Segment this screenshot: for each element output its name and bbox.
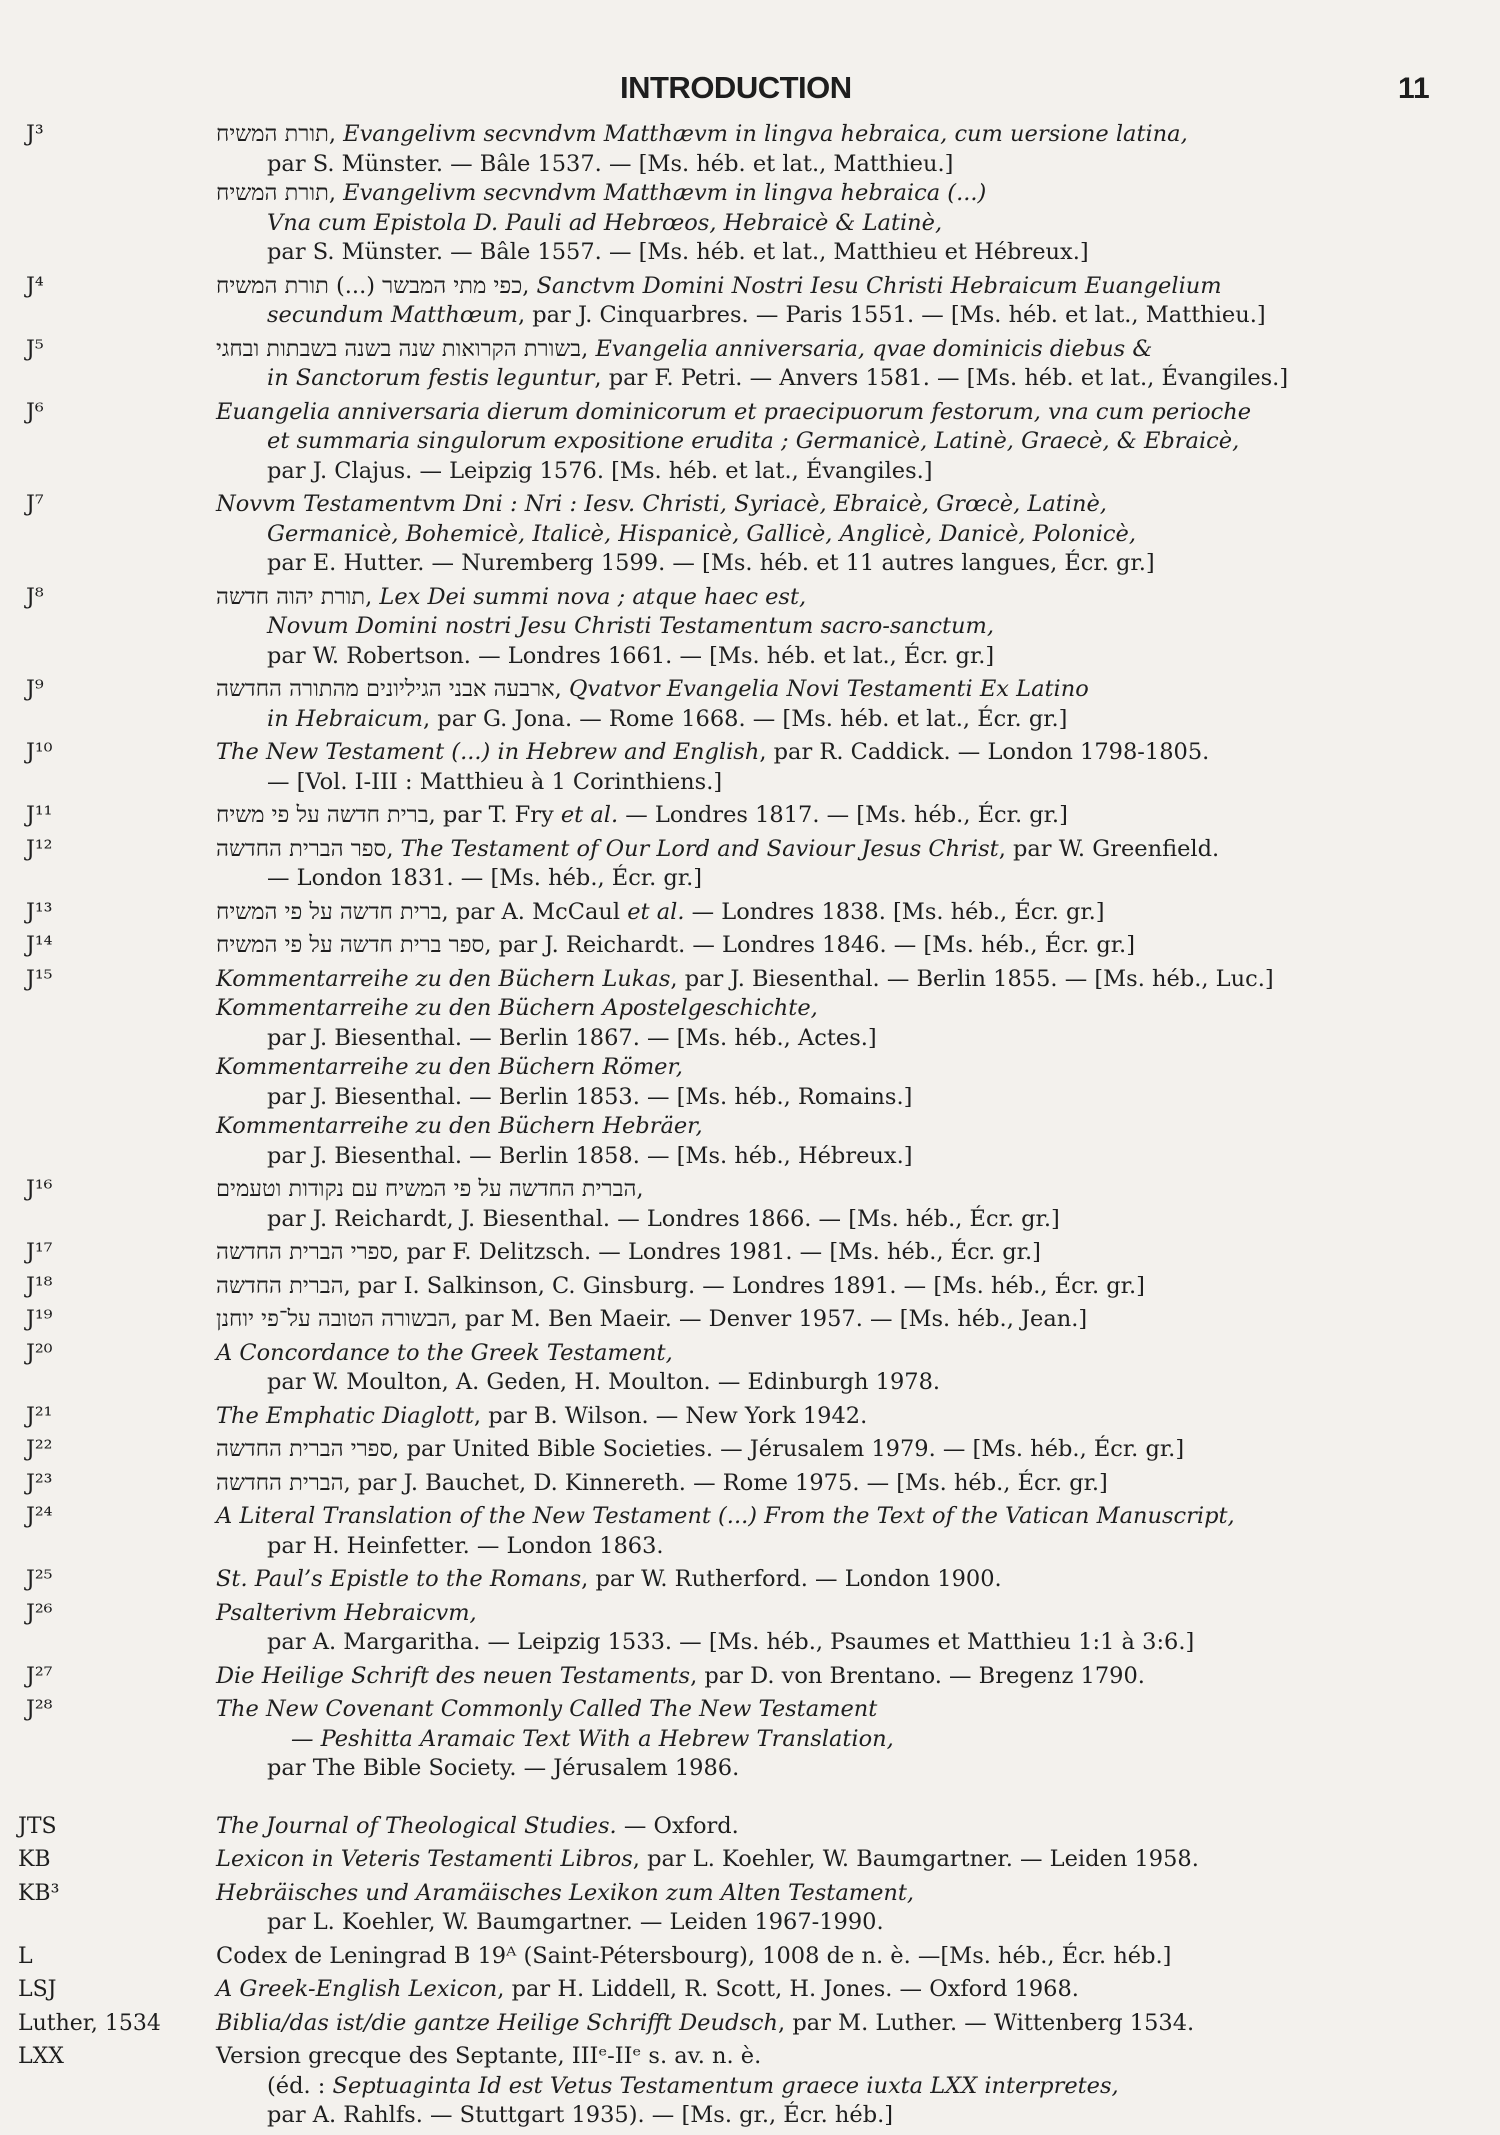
italic-title: secundum Matthœum — [267, 302, 518, 328]
italic-title: Kommentarreihe zu den Büchern Lukas — [216, 965, 671, 992]
entry-line — [216, 1024, 1366, 1054]
italic-title: The Journal of Theological Studies. — [216, 1812, 617, 1839]
italic-title: Hebräisches und Aramäisches Lexikon zum Alten Testament, — [216, 1879, 915, 1906]
entry-line — [216, 642, 1366, 672]
italic-title: Lexicon in Veteris Testamenti Libros — [216, 1846, 633, 1872]
italic-title: Euangelia anniversaria dierum dominicorum et praecipuorum festorum, vna cum perioche — [216, 398, 1252, 425]
entry-text: , par F. Petri. — Anvers 1581. — [Ms. héb. et lat., Évangiles.] — [594, 365, 1289, 391]
entry-text: par S. Münster. — Bâle 1537. — [Ms. héb. et lat., Matthieu.] — [267, 150, 954, 177]
entry-line — [216, 864, 1366, 894]
bibliography-entry — [0, 398, 1500, 487]
entry-line — [216, 272, 1366, 302]
entry-siglum: J¹² — [26, 836, 53, 862]
entry-line — [216, 1908, 1366, 1938]
entry-text: par H. Heinfetter. — London 1863. — [267, 1532, 664, 1559]
entry-siglum: J²⁶ — [26, 1600, 53, 1626]
entry-line — [216, 179, 1366, 209]
entry-text: , — [365, 583, 380, 610]
hebrew-title: הברית החדשה על פי המשיח עם נקודות וטעמים — [216, 1176, 637, 1202]
entry-siglum: J³ — [26, 122, 44, 147]
hebrew-title: ספר הברית החדשה — [216, 835, 387, 862]
italic-title: Die Heilige Schrift des neuen Testaments — [216, 1662, 691, 1689]
entry-line — [216, 1532, 1366, 1562]
italic-title: in Hebraicum — [267, 705, 423, 732]
entry-text: , — [328, 121, 344, 147]
entry-text: , par M. Ben Maeir. — Denver 1957. — [Ms. héb., Jean.] — [450, 1306, 1088, 1332]
entry-siglum: J²⁸ — [26, 1697, 53, 1722]
entry-line — [216, 490, 1366, 520]
entry-text: , par J. Cinquarbres. — Paris 1551. — [Ms. héb. et lat., Matthieu.] — [517, 302, 1266, 328]
entry-line — [216, 1339, 1366, 1369]
bibliography-entry — [0, 1695, 1500, 1784]
bibliography-entry — [0, 335, 1500, 394]
entry-line — [216, 1565, 1366, 1595]
entry-line — [216, 364, 1366, 394]
entry-siglum: J⁷ — [26, 492, 44, 517]
entry-siglum: J¹⁰ — [26, 740, 53, 765]
entry-siglum: J²² — [26, 1437, 53, 1462]
hebrew-title: תורת המשיח — [216, 180, 329, 206]
entry-text: , par J. Biesenthal. — Berlin 1855. — [Ms. héb., Luc.] — [670, 965, 1274, 992]
bibliography-entry — [0, 490, 1500, 579]
entry-text: — London 1831. — [Ms. héb., Écr. gr.] — [267, 865, 703, 891]
entry-line — [216, 1083, 1366, 1113]
bibliography-entry — [0, 1845, 1500, 1875]
entry-text: , — [328, 180, 344, 206]
hebrew-title: בשורת הקרואות שנה בשנה בשבתות ובחגי — [216, 335, 582, 362]
entry-siglum: J¹⁴ — [26, 933, 53, 958]
entry-line — [216, 1435, 1366, 1465]
entry-line — [216, 931, 1366, 961]
entry-siglum: KB³ — [18, 1880, 60, 1906]
entry-line — [216, 994, 1366, 1024]
entry-text: , par D. von Brentano. — Bregenz 1790. — [690, 1662, 1145, 1689]
entry-text: , par B. Wilson. — New York 1942. — [473, 1402, 868, 1429]
entry-line — [216, 1368, 1366, 1398]
bibliography-entry — [0, 272, 1500, 331]
entry-text: (éd. : — [267, 2072, 333, 2099]
italic-title: Kommentarreihe zu den Büchern Römer, — [216, 1054, 683, 1080]
entry-text: par S. Münster. — Bâle 1557. — [Ms. héb. et lat., Matthieu et Hébreux.] — [267, 239, 1089, 265]
bibliography-entry — [0, 1175, 1500, 1234]
entry-line — [216, 2009, 1366, 2039]
entry-line — [216, 2101, 1366, 2131]
entry-line — [216, 583, 1366, 613]
entry-text: — Londres 1817. — [Ms. héb., Écr. gr.] — [618, 802, 1068, 828]
entry-siglum: J¹⁸ — [26, 1273, 53, 1299]
entry-line — [216, 1845, 1366, 1875]
entry-siglum: J¹⁵ — [26, 966, 53, 992]
entry-line — [216, 675, 1366, 705]
entry-text: , par A. McCaul — [441, 898, 628, 925]
italic-title: Kommentarreihe zu den Büchern Hebräer, — [216, 1113, 703, 1139]
entry-text: , — [554, 676, 569, 702]
entry-text: par W. Moulton, A. Geden, H. Moulton. — Edinburgh 1978. — [267, 1369, 941, 1395]
entry-line — [216, 1238, 1366, 1268]
entry-line — [216, 1695, 1366, 1725]
entry-text: , par W. Greenfield. — [998, 835, 1220, 862]
hebrew-title: הבשורה הטובה על־פי יוחנן — [216, 1306, 451, 1332]
entry-text: , par H. Liddell, R. Scott, H. Jones. — Oxford 1968. — [497, 1976, 1079, 2002]
hebrew-title: תורת המשיח — [216, 121, 329, 147]
entry-siglum: J⁹ — [26, 677, 44, 702]
entry-line — [216, 549, 1366, 579]
entry-text: par A. Margaritha. — Leipzig 1533. — [Ms. héb., Psaumes et Matthieu 1:1 à 3:6.] — [267, 1629, 1195, 1655]
italic-title: Septuaginta Id est Vetus Testamentum graece iuxta LXX interpretes, — [332, 2072, 1119, 2099]
bibliography-entry — [0, 1879, 1500, 1938]
italic-title: Psalterivm Hebraicvm, — [216, 1599, 477, 1626]
entry-text: par J. Reichardt, J. Biesenthal. — Londres 1866. — [Ms. héb., Écr. gr.] — [267, 1205, 1060, 1232]
italic-title: Kommentarreihe zu den Büchern Apostelgeschichte, — [216, 995, 818, 1021]
entry-text: — Londres 1838. [Ms. héb., Écr. gr.] — [684, 898, 1105, 925]
entry-line — [216, 1599, 1366, 1629]
entry-text: , — [522, 272, 537, 299]
italic-title: A Concordance to the Greek Testament, — [216, 1339, 673, 1366]
italic-title: Novvm Testamentvm Dni : Nri : Iesv. Christi, Syriacè, Ebraicè, Grœcè, Latinè, — [216, 491, 1107, 517]
italic-title: The Testament of Our Lord and Saviour Jesus Christ — [400, 835, 999, 862]
entry-text: — [Vol. I-III : Matthieu à 1 Corinthiens.] — [267, 768, 723, 795]
entry-line — [216, 1402, 1366, 1432]
entry-siglum: J¹¹ — [26, 803, 53, 828]
entry-text: , par T. Fry — [428, 802, 561, 828]
italic-title: et summaria singulorum expositione erudita ; Germanicè, Latinè, Graecè, & Ebraicè, — [267, 428, 1240, 454]
entry-siglum: J²⁰ — [26, 1340, 53, 1366]
entry-line — [216, 209, 1366, 239]
entry-text: par J. Biesenthal. — Berlin 1858. — [Ms. héb., Hébreux.] — [267, 1142, 913, 1169]
italic-title: et al. — [560, 802, 619, 828]
bibliography-entry — [0, 675, 1500, 734]
entry-line — [216, 1205, 1366, 1235]
entry-siglum: J¹⁷ — [26, 1240, 53, 1265]
italic-title: The New Covenant Commonly Called The New Testament — [216, 1696, 878, 1722]
italic-title: Qvatvor Evangelia Novi Testamenti Ex Latino — [568, 676, 1089, 702]
italic-title: The New Testament (...) in Hebrew and English — [216, 739, 760, 765]
entry-siglum: Luther, 1534 — [18, 2010, 161, 2036]
entry-siglum: J⁶ — [26, 399, 44, 425]
hebrew-title: ספרי הברית החדשה — [216, 1436, 393, 1462]
entry-line — [216, 768, 1366, 798]
entry-line — [216, 2042, 1366, 2072]
italic-title: Evangelivm secvndvm Matthævm in lingva hebraica, cum uersione latina, — [343, 121, 1188, 147]
entry-text: , par L. Koehler, W. Baumgartner. — Leiden 1958. — [632, 1846, 1199, 1872]
italic-title: — Peshitta Aramaic Text With a Hebrew Translation, — [291, 1725, 894, 1752]
entry-text: par W. Robertson. — Londres 1661. — [Ms. héb. et lat., Écr. gr.] — [267, 642, 995, 669]
entry-line — [216, 335, 1366, 365]
bibliography-entry — [0, 120, 1500, 268]
italic-title: A Greek-English Lexicon — [216, 1976, 498, 2002]
italic-title: Evangelivm secvndvm Matthævm in lingva hebraica (...) — [343, 180, 987, 206]
italic-title: A Literal Translation of the New Testament (...) From the Text of the Vatican Manuscript, — [216, 1503, 1235, 1529]
entry-siglum: J¹³ — [26, 899, 53, 925]
entry-line — [216, 1812, 1366, 1842]
italic-title: Novum Domini nostri Jesu Christi Testamentum sacro-sanctum, — [267, 613, 995, 639]
entry-line — [216, 1725, 1366, 1755]
entry-text: , par M. Luther. — Wittenberg 1534. — [778, 2009, 1195, 2036]
entry-line — [216, 1502, 1366, 1532]
entry-siglum: J¹⁹ — [26, 1307, 53, 1332]
entry-line — [216, 705, 1366, 735]
entry-line — [216, 1879, 1366, 1909]
bibliography-entry — [0, 1469, 1500, 1499]
entry-line — [216, 1305, 1366, 1335]
entry-text: Version grecque des Septante, IIIᵉ-IIᵉ s. av. n. è. — [216, 2043, 762, 2069]
entry-text: , par R. Caddick. — London 1798-1805. — [759, 739, 1210, 765]
entry-line — [216, 1469, 1366, 1499]
bibliography-entry — [0, 1812, 1500, 1842]
entry-text: , par W. Rutherford. — London 1900. — [581, 1566, 1002, 1592]
entry-line — [216, 965, 1366, 995]
entry-line — [216, 1942, 1366, 1972]
entry-text: par J. Biesenthal. — Berlin 1867. — [Ms. héb., Actes.] — [267, 1024, 877, 1051]
entry-text: , par United Bible Societies. — Jérusalem 1979. — [Ms. héb., Écr. gr.] — [392, 1436, 1185, 1462]
entry-siglum: J²¹ — [26, 1403, 53, 1429]
hebrew-title: הברית החדשה — [216, 1469, 344, 1496]
entry-text: , — [581, 335, 596, 362]
hebrew-title: הברית החדשה — [216, 1272, 344, 1299]
entry-line — [216, 1754, 1366, 1784]
italic-title: Lex Dei summi nova ; atque haec est, — [379, 583, 807, 610]
entry-line — [216, 1175, 1366, 1205]
entry-line — [216, 1053, 1366, 1083]
entry-line — [216, 801, 1366, 831]
entry-siglum: LXX — [18, 2044, 64, 2069]
bibliography-entry — [0, 2009, 1500, 2039]
italic-title: Biblia/das ist/die gantze Heilige Schrifft Deudsch — [216, 2009, 779, 2036]
entry-siglum: J⁸ — [26, 584, 44, 610]
hebrew-title: ספרי הברית החדשה — [216, 1239, 393, 1265]
bibliography-entry — [0, 1599, 1500, 1658]
entry-siglum: J⁵ — [26, 336, 44, 362]
entry-line — [216, 520, 1366, 550]
entry-siglum: J¹⁶ — [26, 1177, 53, 1202]
bibliography-entry — [0, 1502, 1500, 1561]
entry-line — [216, 150, 1366, 180]
bibliography-entry — [0, 2042, 1500, 2131]
hebrew-title: ספר ברית חדשה על פי המשיח — [216, 932, 485, 958]
entry-text: par The Bible Society. — Jérusalem 1986. — [267, 1755, 740, 1781]
hebrew-title: ברית חדשה על פי משיח — [216, 802, 429, 828]
entry-text: Codex de Leningrad B 19ᴬ (Saint-Pétersbourg), 1008 de n. è. —[Ms. héb., Écr. héb.] — [216, 1942, 1172, 1969]
entry-line — [216, 1975, 1366, 2005]
entry-line — [216, 301, 1366, 331]
bibliography-entry — [0, 1662, 1500, 1692]
entry-line — [216, 120, 1366, 150]
entry-siglum: JTS — [18, 1813, 57, 1839]
bibliography-entry — [0, 801, 1500, 831]
bibliography-entry — [0, 1975, 1500, 2005]
entry-siglum: KB — [18, 1847, 51, 1872]
bibliography-entry — [0, 1339, 1500, 1398]
bibliography-entry — [0, 835, 1500, 894]
italic-title: The Emphatic Diaglott — [216, 1402, 474, 1429]
entry-line — [216, 1662, 1366, 1692]
bibliography-entry — [0, 738, 1500, 797]
entry-line — [216, 1112, 1366, 1142]
entry-siglum: L — [18, 1943, 33, 1969]
bibliography-entry — [0, 1238, 1500, 1268]
bibliography-entry — [0, 1942, 1500, 1972]
entry-text: , par J. Reichardt. — Londres 1846. — [Ms. héb., Écr. gr.] — [484, 932, 1135, 958]
entry-text: , par F. Delitzsch. — Londres 1981. — [Ms. héb., Écr. gr.] — [392, 1239, 1041, 1265]
bibliography-entry — [0, 965, 1500, 1172]
bibliography-entry — [0, 1272, 1500, 1302]
entry-siglum: J²⁵ — [26, 1567, 53, 1592]
entry-line — [216, 738, 1366, 768]
entry-line — [216, 2072, 1366, 2102]
hebrew-title: ברית חדשה על פי המשיח — [216, 898, 442, 925]
bibliography-entry — [0, 1402, 1500, 1432]
entry-line — [216, 612, 1366, 642]
entry-text: par E. Hutter. — Nuremberg 1599. — [Ms. héb. et 11 autres langues, Écr. gr.] — [267, 550, 1155, 576]
entry-text: , par G. Jona. — Rome 1668. — [Ms. héb. et lat., Écr. gr.] — [422, 705, 1068, 732]
entry-text: par J. Clajus. — Leipzig 1576. [Ms. héb. et lat., Évangiles.] — [267, 457, 933, 484]
entry-line — [216, 238, 1366, 268]
entry-siglum: LSJ — [18, 1977, 57, 2002]
italic-title: St. Paul’s Epistle to the Romans — [216, 1566, 582, 1592]
italic-title: Evangelia anniversaria, qvae dominicis diebus & — [595, 335, 1153, 362]
entry-line — [216, 457, 1366, 487]
entry-siglum: J²³ — [26, 1470, 53, 1496]
entry-text: , par J. Bauchet, D. Kinnereth. — Rome 1975. — [Ms. héb., Écr. gr.] — [343, 1469, 1108, 1496]
bibliography-entry — [0, 1565, 1500, 1595]
entry-siglum: J⁴ — [26, 273, 44, 299]
entry-text: par L. Koehler, W. Baumgartner. — Leiden 1967-1990. — [267, 1909, 884, 1935]
entry-text: , — [636, 1176, 644, 1202]
page-title: INTRODUCTION — [620, 70, 852, 105]
bibliography-entry — [0, 583, 1500, 672]
italic-title: in Sanctorum festis leguntur — [267, 365, 595, 391]
entry-line — [216, 1272, 1366, 1302]
entry-text: par A. Rahlfs. — Stuttgart 1935). — [Ms. gr., Écr. héb.] — [267, 2102, 894, 2128]
bibliography-entry — [0, 1305, 1500, 1335]
entry-text: , — [386, 835, 401, 862]
entry-siglum: J²⁴ — [26, 1504, 53, 1529]
bibliography-entry — [0, 931, 1500, 961]
hebrew-title: כפי מתי המבשר (...) תורת המשיח — [216, 272, 523, 299]
bibliography-entry — [0, 1435, 1500, 1465]
entry-line — [216, 898, 1366, 928]
entry-text: — Oxford. — [616, 1812, 739, 1839]
italic-title: Vna cum Epistola D. Pauli ad Hebrœos, Hebraicè & Latinè, — [267, 209, 943, 236]
hebrew-title: ארבעה אבני הגיליונים מהתורה החדשה — [216, 676, 555, 702]
italic-title: Sanctvm Domini Nostri Iesu Christi Hebraicum Euangelium — [536, 272, 1222, 299]
italic-title: Germanicè, Bohemicè, Italicè, Hispanicè, Gallicè, Anglicè, Danicè, Polonicè, — [267, 520, 1136, 547]
abbreviation-list — [0, 120, 1500, 2135]
entry-line — [216, 427, 1366, 457]
page-number: 11 — [1398, 72, 1430, 105]
entry-line — [216, 1628, 1366, 1658]
entry-line — [216, 835, 1366, 865]
page-header — [0, 70, 1500, 116]
entry-line — [216, 1142, 1366, 1172]
entry-siglum: J²⁷ — [26, 1663, 53, 1689]
entry-line — [216, 398, 1366, 428]
bibliography-entry — [0, 898, 1500, 928]
italic-title: et al. — [627, 898, 685, 925]
entry-text: par J. Biesenthal. — Berlin 1853. — [Ms. héb., Romains.] — [267, 1083, 913, 1110]
entry-text: , par I. Salkinson, C. Ginsburg. — Londres 1891. — [Ms. héb., Écr. gr.] — [343, 1272, 1145, 1299]
hebrew-title: תורת יהוה חדשה — [216, 583, 366, 610]
